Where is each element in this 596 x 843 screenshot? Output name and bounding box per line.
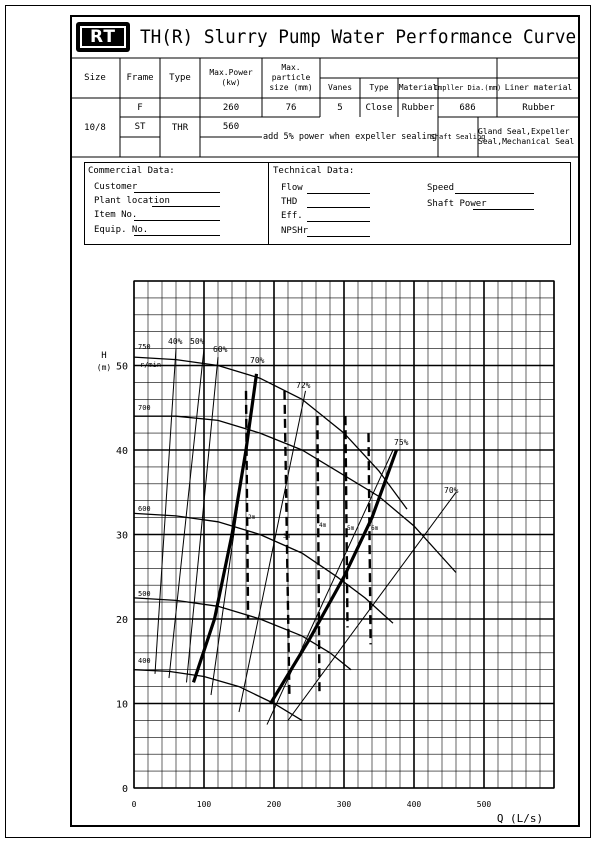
y-tick-label: 10 bbox=[115, 699, 128, 711]
hdr-vanes: Vanes bbox=[327, 83, 353, 92]
eff-label: Eff. bbox=[281, 211, 303, 221]
x-tick-label: 100 bbox=[196, 800, 212, 809]
max-power-f: 260 bbox=[222, 102, 240, 113]
shaft-sealing-value: Gland Seal,Expeller Seal,Mechanical Seal bbox=[478, 127, 575, 146]
y-tick-label: 50 bbox=[115, 361, 128, 373]
npshr-field[interactable] bbox=[307, 236, 370, 237]
npsh-label: 4m bbox=[319, 522, 327, 529]
x-tick-label: 300 bbox=[336, 800, 352, 809]
hdr-size: Size bbox=[84, 73, 106, 83]
npshr-label: NPSHr bbox=[281, 226, 309, 236]
impeller-dia-value: 686 bbox=[459, 102, 476, 113]
npsh-label: 6m bbox=[371, 525, 379, 532]
speed-label: 400 bbox=[138, 657, 151, 665]
efficiency-label: 75% bbox=[394, 438, 409, 447]
commercial-title: Commercial Data: bbox=[88, 166, 175, 176]
equip-no-field[interactable] bbox=[134, 235, 220, 236]
speed-label: 500 bbox=[138, 590, 151, 598]
liner-material-value: Rubber bbox=[522, 102, 555, 113]
item-no-field[interactable] bbox=[134, 220, 220, 221]
speed-label: 700 bbox=[138, 404, 151, 412]
speed-label: 750 bbox=[138, 343, 151, 351]
speed-label: Speed bbox=[427, 183, 455, 193]
x-tick-label: 400 bbox=[406, 800, 422, 809]
npsh-label: 2m bbox=[248, 514, 256, 521]
y-axis-unit: (m) bbox=[96, 363, 112, 372]
item-no-label: Item No. bbox=[94, 210, 138, 220]
x-tick-label: 200 bbox=[266, 800, 282, 809]
hdr-material: Material bbox=[398, 83, 438, 92]
hdr-impeller-type: Type bbox=[369, 83, 389, 92]
speed-label: r/min bbox=[140, 361, 162, 369]
y-tick-label: 40 bbox=[115, 446, 128, 457]
max-particle-value: 76 bbox=[285, 102, 297, 113]
npsh-label: 5m bbox=[347, 525, 355, 532]
x-axis-label: Q (L/s) bbox=[496, 812, 544, 825]
equip-no-label: Equip. No. bbox=[94, 225, 149, 235]
hdr-liner-material: Liner material bbox=[504, 83, 573, 92]
shaft-power-label: Shaft Power bbox=[427, 199, 487, 209]
hdr-type: Type bbox=[169, 73, 191, 83]
efficiency-label: 72% bbox=[296, 381, 311, 390]
hdr-impeller-dia: Impller Dia.(mm) bbox=[433, 84, 502, 92]
x-tick-label: 0 bbox=[131, 800, 137, 809]
efficiency-label: 70% bbox=[250, 356, 265, 365]
material-value: Rubber bbox=[401, 102, 435, 113]
y-axis-label: H bbox=[101, 351, 107, 361]
vanes-value: 5 bbox=[337, 102, 343, 113]
type-value: THR bbox=[171, 122, 189, 133]
technical-title: Technical Data: bbox=[273, 166, 355, 176]
efficiency-label: 50% bbox=[190, 337, 205, 346]
flow-label: Flow bbox=[281, 183, 303, 193]
data-box-divider bbox=[268, 162, 269, 245]
plant-location-label: Plant location bbox=[94, 196, 170, 206]
hdr-frame: Frame bbox=[126, 73, 154, 83]
frame-st: ST bbox=[134, 122, 146, 132]
eff-field[interactable] bbox=[307, 221, 370, 222]
y-tick-label: 30 bbox=[115, 530, 128, 542]
plant-location-field[interactable] bbox=[152, 206, 220, 207]
shaft-sealing-label: Shaft Sealing bbox=[430, 133, 486, 141]
customer-label: Customer bbox=[94, 182, 138, 192]
speed-field[interactable] bbox=[455, 193, 534, 194]
company-logo: RT bbox=[76, 22, 130, 52]
efficiency-label: 70% bbox=[444, 486, 459, 495]
efficiency-label: 60% bbox=[213, 345, 228, 354]
flow-field[interactable] bbox=[307, 193, 370, 194]
thd-label: THD bbox=[281, 197, 298, 207]
y-tick-label: 20 bbox=[115, 615, 128, 626]
efficiency-label: 40% bbox=[168, 337, 183, 346]
frame-f: F bbox=[137, 102, 143, 113]
customer-field[interactable] bbox=[134, 192, 220, 193]
x-tick-label: 500 bbox=[476, 800, 492, 809]
speed-label: 600 bbox=[138, 505, 151, 513]
hdr-max-particle: Max. particle size (mm) bbox=[269, 63, 313, 92]
size-value: 10/8 bbox=[84, 122, 106, 133]
power-note: add 5% power when expeller sealing bbox=[263, 132, 437, 142]
y-tick-label: 0 bbox=[121, 784, 128, 795]
shaft-power-field[interactable] bbox=[473, 209, 534, 210]
thd-field[interactable] bbox=[307, 207, 370, 208]
page-title: TH(R) Slurry Pump Water Performance Curve bbox=[140, 26, 577, 48]
hdr-max-power: Max.Power (kw) bbox=[209, 68, 253, 87]
max-power-st: 560 bbox=[222, 122, 240, 132]
impeller-type-value: Close bbox=[365, 102, 393, 113]
npsh-label: 3m bbox=[283, 533, 291, 540]
